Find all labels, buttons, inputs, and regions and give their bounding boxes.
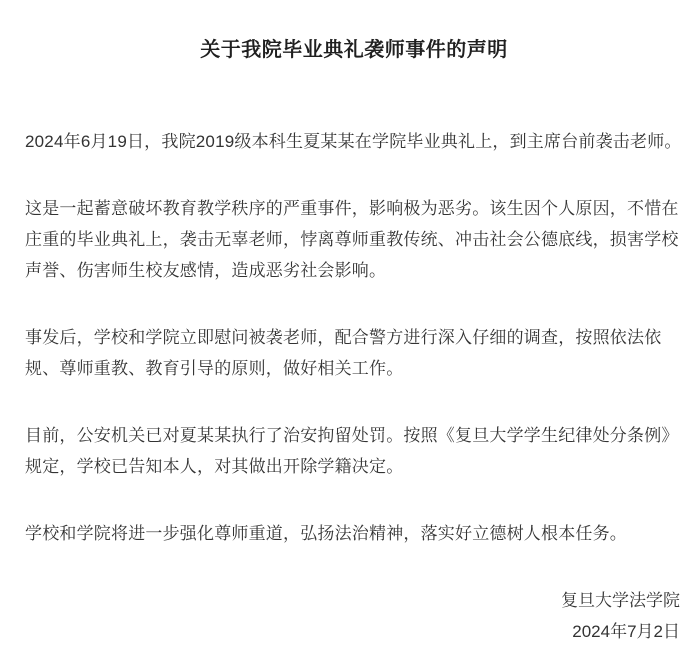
paragraph-future-commitment: 学校和学院将进一步强化尊师重道，弘扬法治精神，落实好立德树人根本任务。 — [25, 524, 627, 543]
paragraph-incident-summary: 2024年6月19日，我院2019级本科生夏某某在学院毕业典礼上，到主席台前袭击老师。 — [25, 132, 682, 151]
signature-date: 2024年7月2日 — [572, 622, 680, 641]
paragraph-punishment-decision: 目前，公安机关已对夏某某执行了治安拘留处罚。按照《复旦大学学生纪律处分条例》规定，学校已告知本人，对其做出开除学籍决定。 — [25, 426, 679, 476]
signature-block — [25, 585, 683, 647]
paragraph-incident-nature: 这是一起蓄意破坏教育教学秩序的严重事件，影响极为恶劣。该生因个人原因，不惜在庄重的毕业典礼上，袭击无辜老师，悖离尊师重教传统、冲击社会公德底线，损害学校声誉、伤害师生校友感情，造成恶劣社会影响。 — [25, 199, 679, 280]
document-title: 关于我院毕业典礼袭师事件的声明 — [200, 39, 508, 61]
paragraph-school-response: 事发后，学校和学院立即慰问被袭老师，配合警方进行深入仔细的调查，按照依法依规、尊师重教、教育引导的原则，做好相关工作。 — [25, 328, 662, 378]
signature-organization: 复旦大学法学院 — [561, 591, 680, 610]
